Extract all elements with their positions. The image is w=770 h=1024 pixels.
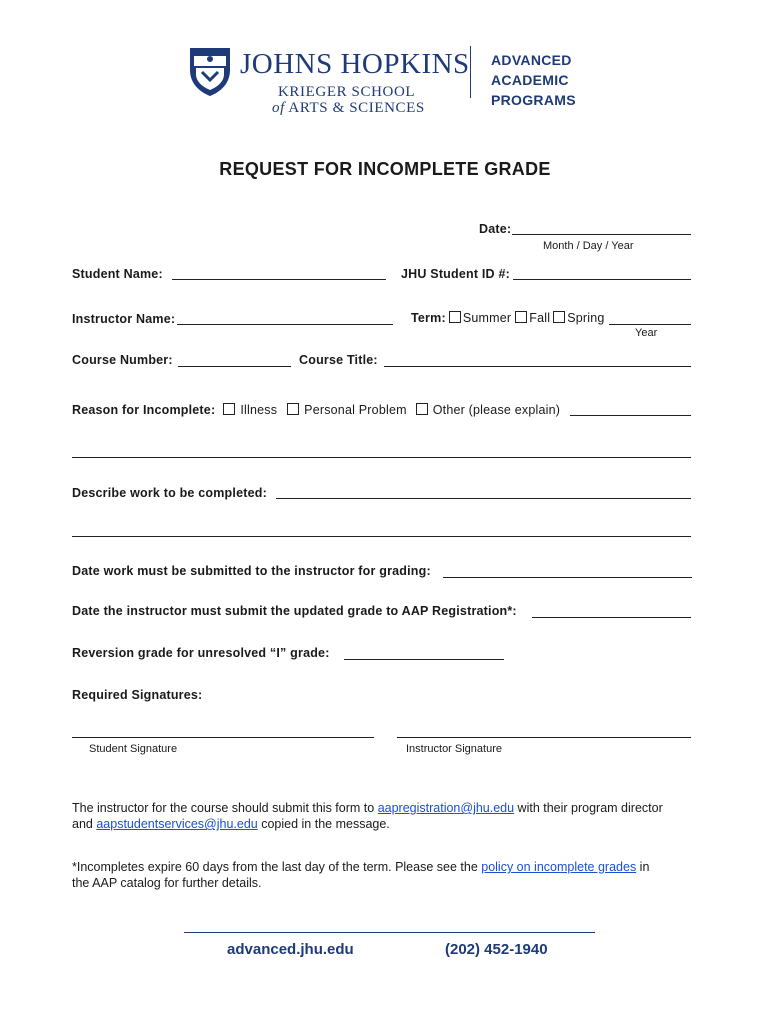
term-fall-checkbox[interactable] <box>515 311 527 323</box>
date-submit-label: Date work must be submitted to the instructor for grading: <box>72 564 431 578</box>
instructor-signature-field[interactable] <box>397 737 691 738</box>
term-spring-label: Spring <box>567 311 605 325</box>
submission-note-line-2 <box>72 816 712 832</box>
reason-label: Reason for Incomplete: <box>72 403 216 417</box>
reason-personal-checkbox[interactable] <box>287 403 299 415</box>
note1-text-c: and <box>72 817 97 831</box>
reason-row <box>72 403 560 417</box>
school-of: of <box>272 100 285 116</box>
program-name <box>491 50 576 110</box>
student-signature-label: Student Signature <box>89 743 178 755</box>
note1-text-d: copied in the message. <box>257 817 390 831</box>
reason-other-label: Other (please explain) <box>432 403 561 417</box>
describe-field-line-2[interactable] <box>72 536 691 537</box>
reversion-label: Reversion grade for unresolved “I” grade: <box>72 646 330 660</box>
program-line-1: ADVANCED <box>491 52 572 68</box>
term-fall-label: Fall <box>529 311 551 325</box>
university-name: JOHNS HOPKINS <box>240 48 470 80</box>
term-spring-checkbox[interactable] <box>553 311 565 323</box>
date-grade-field[interactable] <box>532 617 691 618</box>
describe-label: Describe work to be completed: <box>72 486 267 500</box>
term-summer-label: Summer <box>462 311 512 325</box>
incomplete-policy-link[interactable]: policy on incomplete grades <box>481 860 637 874</box>
note2-text-b: in <box>636 860 650 874</box>
course-title-label: Course Title: <box>299 353 378 367</box>
school-arts: ARTS & SCIENCES <box>288 100 425 116</box>
reason-other-field[interactable] <box>570 415 691 416</box>
course-title-field[interactable] <box>384 366 691 367</box>
signatures-label: Required Signatures: <box>72 688 203 702</box>
reversion-field[interactable] <box>344 659 504 660</box>
year-hint: Year <box>635 327 658 339</box>
date-submit-field[interactable] <box>443 577 692 578</box>
reason-other-checkbox[interactable] <box>416 403 428 415</box>
logo-divider <box>470 46 471 98</box>
form-title: REQUEST FOR INCOMPLETE GRADE <box>219 159 551 179</box>
instructor-name-field[interactable] <box>177 324 393 325</box>
term-row <box>411 311 605 325</box>
student-id-label: JHU Student ID #: <box>401 267 510 281</box>
date-grade-label: Date the instructor must submit the updated grade to AAP Registration*: <box>72 604 517 618</box>
note1-text-b: with their program director <box>514 801 663 815</box>
date-label: Date: <box>479 222 512 236</box>
school-line-2 <box>272 100 425 117</box>
footer-website[interactable]: advanced.jhu.edu <box>227 941 354 958</box>
logo <box>186 44 586 120</box>
footer-divider <box>184 932 595 933</box>
note2-text-a: *Incompletes expire 60 days from the last day of the term. Please see the <box>72 860 482 874</box>
school-line-1: KRIEGER SCHOOL <box>278 84 416 100</box>
describe-field[interactable] <box>276 498 691 499</box>
submission-note <box>72 800 712 832</box>
reason-illness-label: Illness <box>240 403 278 417</box>
aapstudentservices-email-link[interactable]: aapstudentservices@jhu.edu <box>96 817 258 831</box>
date-hint: Month / Day / Year <box>543 240 634 252</box>
shield-icon <box>186 44 234 98</box>
aapregistration-email-link[interactable]: aapregistration@jhu.edu <box>377 801 515 815</box>
note1-text-a: The instructor for the course should submit this form to <box>72 801 378 815</box>
term-label: Term: <box>411 311 446 325</box>
date-field[interactable] <box>512 234 691 235</box>
term-summer-checkbox[interactable] <box>449 311 461 323</box>
student-id-field[interactable] <box>513 279 691 280</box>
reason-personal-label: Personal Problem <box>304 403 407 417</box>
expiration-note-line-2: the AAP catalog for further details. <box>72 876 262 890</box>
submission-note-line-1 <box>72 800 712 816</box>
student-name-label: Student Name: <box>72 267 163 281</box>
reason-illness-checkbox[interactable] <box>223 403 235 415</box>
student-signature-field[interactable] <box>72 737 374 738</box>
course-number-field[interactable] <box>178 366 291 367</box>
instructor-signature-label: Instructor Signature <box>406 743 502 755</box>
footer-phone[interactable]: (202) 452-1940 <box>445 941 548 958</box>
program-line-3: PROGRAMS <box>491 92 576 108</box>
course-number-label: Course Number: <box>72 353 173 367</box>
student-name-field[interactable] <box>172 279 386 280</box>
program-line-2: ACADEMIC <box>491 72 569 88</box>
expiration-note-line-1 <box>72 859 712 875</box>
term-year-field[interactable] <box>609 324 691 325</box>
reason-explain-line[interactable] <box>72 457 691 458</box>
instructor-name-label: Instructor Name: <box>72 312 176 326</box>
expiration-note <box>72 859 712 891</box>
